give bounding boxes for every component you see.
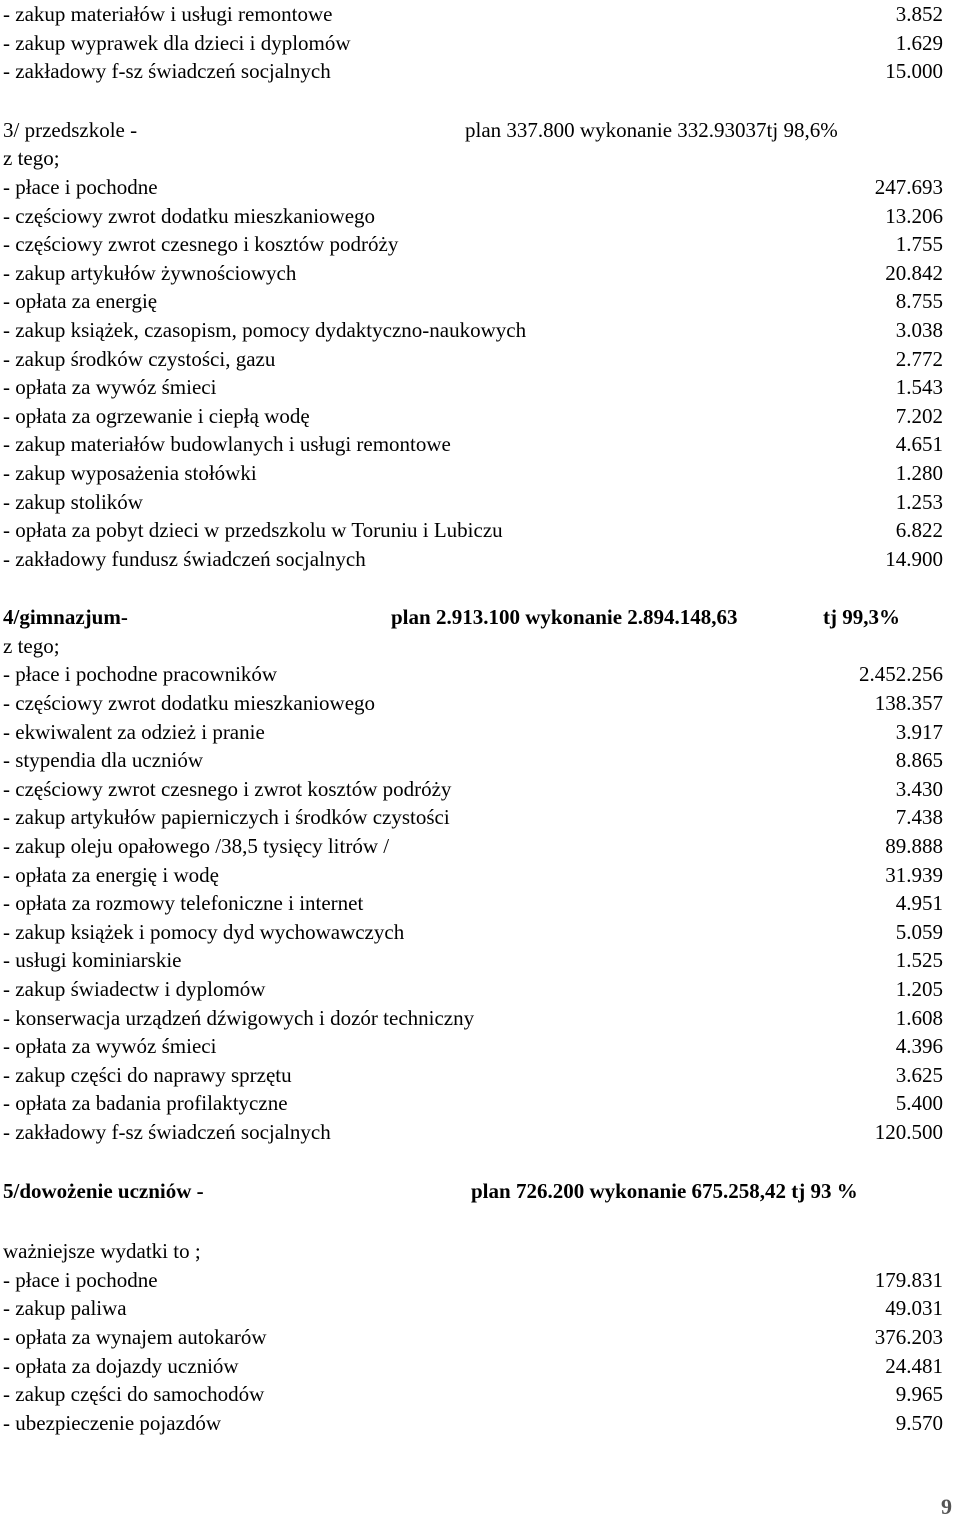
- item-value: 5.400: [895, 1091, 943, 1116]
- item-value: 7.202: [895, 403, 943, 428]
- item-value: 24.481: [885, 1353, 943, 1378]
- item-label: - zakup materiałów budowlanych i usługi remontowe: [3, 432, 451, 457]
- item-value: 179.831: [874, 1267, 943, 1292]
- list-item: [3, 0, 943, 29]
- section-dowozenie: [3, 1177, 943, 1438]
- list-item: [3, 545, 943, 574]
- block1-list: [3, 0, 943, 86]
- list-item: [3, 889, 943, 918]
- item-value: 89.888: [885, 834, 943, 859]
- list-item: [3, 202, 943, 231]
- section-heading: [3, 1177, 943, 1206]
- list-item: [3, 287, 943, 316]
- item-label: - zakup paliwa: [3, 1296, 127, 1321]
- item-value: 1.280: [895, 460, 943, 485]
- item-label: - płace i pochodne pracowników: [3, 662, 278, 687]
- item-value: 6.822: [895, 518, 943, 543]
- spacer: [3, 573, 943, 603]
- item-value: 9.570: [895, 1410, 943, 1435]
- item-label: - zakładowy f-sz świadczeń socjalnych: [3, 1119, 331, 1144]
- section-title: 4/gimnazjum-: [3, 605, 128, 630]
- item-label: - zakup artykułów papierniczych i środków czystości: [3, 805, 450, 830]
- item-value: 376.203: [874, 1324, 943, 1349]
- item-label: - ekwiwalent za odzież i pranie: [3, 719, 265, 744]
- item-label: - zakup części do naprawy sprzętu: [3, 1062, 292, 1087]
- item-label: - częściowy zwrot czesnego i zwrot kosztów podróży: [3, 776, 452, 801]
- spacer: [3, 86, 943, 116]
- item-value: 7.438: [895, 805, 943, 830]
- item-label: - opłata za energię i wodę: [3, 862, 219, 887]
- list-item: [3, 430, 943, 459]
- item-label: - opłata za rozmowy telefoniczne i internet: [3, 891, 364, 916]
- intro-text: ważniejsze wydatki to ;: [3, 1239, 201, 1264]
- list-item: [3, 345, 943, 374]
- list-item: [3, 402, 943, 431]
- item-label: - opłata za ogrzewanie i ciepłą wodę: [3, 403, 310, 428]
- item-label: - częściowy zwrot czesnego i kosztów podróży: [3, 232, 399, 257]
- item-label: - zakup stolików: [3, 489, 143, 514]
- item-value: 8.755: [895, 289, 943, 314]
- item-value: 13.206: [885, 203, 943, 228]
- section3-list: [3, 173, 943, 573]
- list-item: [3, 57, 943, 86]
- item-value: 1.543: [895, 375, 943, 400]
- section-intro: [3, 144, 943, 173]
- item-value: 1.629: [895, 30, 943, 55]
- item-value: 49.031: [885, 1296, 943, 1321]
- item-value: 1.205: [895, 977, 943, 1001]
- item-label: - zakup środków czystości, gazu: [3, 346, 276, 371]
- list-item: [3, 1266, 943, 1295]
- item-value: 31.939: [885, 862, 943, 887]
- item-value: 247.693: [874, 174, 943, 199]
- item-value: 4.951: [895, 891, 943, 916]
- item-value: 1.253: [895, 489, 943, 514]
- item-label: - zakładowy f-sz świadczeń socjalnych: [3, 59, 331, 84]
- list-item: [3, 29, 943, 58]
- list-item: [3, 718, 943, 747]
- item-label: - zakup materiałów i usługi remontowe: [3, 2, 333, 26]
- list-item: [3, 173, 943, 202]
- item-value: 4.651: [895, 432, 943, 457]
- list-item: [3, 660, 943, 689]
- item-label: - płace i pochodne: [3, 174, 158, 199]
- list-item: [3, 946, 943, 975]
- item-label: - opłata za wynajem autokarów: [3, 1324, 267, 1349]
- item-label: - usługi kominiarskie: [3, 948, 182, 973]
- section-percent: tj 99,3%: [823, 605, 900, 630]
- section-title: 3/ przedszkole -: [3, 117, 138, 142]
- list-item: [3, 803, 943, 832]
- item-value: 4.396: [895, 1034, 943, 1059]
- document-page: [3, 0, 943, 1437]
- list-item: [3, 230, 943, 259]
- spacer: [3, 1205, 943, 1237]
- list-item: [3, 259, 943, 288]
- list-item: [3, 832, 943, 861]
- list-item: [3, 861, 943, 890]
- list-item: [3, 1118, 943, 1147]
- item-label: - opłata za dojazdy uczniów: [3, 1353, 239, 1378]
- section-intro: [3, 1237, 943, 1266]
- list-item: [3, 516, 943, 545]
- list-item: [3, 918, 943, 947]
- list-item: [3, 1409, 943, 1438]
- list-item: [3, 975, 943, 1004]
- item-value: 8.865: [895, 748, 943, 773]
- item-label: - zakup wyposażenia stołówki: [3, 460, 257, 485]
- list-item: [3, 1380, 943, 1409]
- item-label: - opłata za wywóz śmieci: [3, 375, 217, 400]
- item-value: 2.452.256: [859, 662, 943, 687]
- item-value: 20.842: [885, 260, 943, 285]
- item-label: - stypendia dla uczniów: [3, 748, 204, 773]
- item-label: - opłata za wywóz śmieci: [3, 1034, 217, 1059]
- section-heading: [3, 116, 943, 145]
- item-value: 120.500: [874, 1119, 943, 1144]
- list-item: [3, 373, 943, 402]
- list-item: [3, 1061, 943, 1090]
- item-label: - częściowy zwrot dodatku mieszkaniowego: [3, 203, 376, 228]
- item-value: 138.357: [874, 691, 943, 716]
- intro-text: z tego;: [3, 146, 60, 171]
- list-item: [3, 1352, 943, 1381]
- section-plan: plan 726.200 wykonanie 675.258,42 tj 93 %: [471, 1178, 858, 1203]
- section5-list: [3, 1266, 943, 1438]
- list-item: [3, 488, 943, 517]
- item-label: - opłata za pobyt dzieci w przedszkolu w Toruniu i Lubiczu: [3, 518, 503, 543]
- item-value: 15.000: [885, 59, 943, 84]
- item-value: 1.525: [895, 948, 943, 973]
- item-label: - opłata za badania profilaktyczne: [3, 1091, 288, 1116]
- item-value: 2.772: [895, 346, 943, 371]
- item-label: - zakup wyprawek dla dzieci i dyplomów: [3, 30, 351, 55]
- list-item: [3, 459, 943, 488]
- section4-list: [3, 660, 943, 1146]
- item-label: - płace i pochodne: [3, 1267, 158, 1292]
- item-label: - zakup świadectw i dyplomów: [3, 977, 266, 1001]
- item-label: - opłata za energię: [3, 289, 158, 314]
- section-gimnazjum: [3, 603, 943, 1146]
- item-value: 3.852: [895, 2, 943, 26]
- spacer: [3, 1147, 943, 1177]
- item-label: - zakładowy fundusz świadczeń socjalnych: [3, 546, 366, 571]
- item-label: - zakup części do samochodów: [3, 1382, 265, 1407]
- item-label: - zakup książek i pomocy dyd wychowawczych: [3, 919, 405, 944]
- item-label: - częściowy zwrot dodatku mieszkaniowego: [3, 691, 376, 716]
- item-value: 1.608: [895, 1005, 943, 1030]
- item-value: 1.755: [895, 232, 943, 257]
- section-heading: [3, 603, 943, 632]
- list-item: [3, 1004, 943, 1033]
- list-item: [3, 689, 943, 718]
- item-value: 3.430: [895, 776, 943, 801]
- page-number: 9: [941, 1494, 952, 1519]
- item-label: - konserwacja urządzeń dźwigowych i dozór techniczny: [3, 1005, 475, 1030]
- item-label: - zakup oleju opałowego /38,5 tysięcy litrów /: [3, 834, 390, 859]
- list-item: [3, 775, 943, 804]
- section-title: 5/dowożenie uczniów -: [3, 1178, 204, 1203]
- item-value: 9.965: [895, 1382, 943, 1407]
- list-item: [3, 746, 943, 775]
- list-item: [3, 316, 943, 345]
- item-label: - zakup artykułów żywnościowych: [3, 260, 297, 285]
- list-item: [3, 1089, 943, 1118]
- item-value: 14.900: [885, 546, 943, 571]
- section-intro: [3, 632, 943, 661]
- section-przedszkole: [3, 116, 943, 574]
- list-item: [3, 1032, 943, 1061]
- item-value: 3.038: [895, 317, 943, 342]
- section-plan: plan 337.800 wykonanie 332.93037tj 98,6%: [465, 117, 838, 142]
- intro-text: z tego;: [3, 633, 60, 658]
- list-item: [3, 1323, 943, 1352]
- list-item: [3, 1294, 943, 1323]
- item-label: - zakup książek, czasopism, pomocy dydaktyczno-naukowych: [3, 317, 527, 342]
- item-value: 5.059: [895, 919, 943, 944]
- item-value: 3.625: [895, 1062, 943, 1087]
- item-label: - ubezpieczenie pojazdów: [3, 1410, 222, 1435]
- section-plan: plan 2.913.100 wykonanie 2.894.148,63: [391, 605, 738, 630]
- item-value: 3.917: [895, 719, 943, 744]
